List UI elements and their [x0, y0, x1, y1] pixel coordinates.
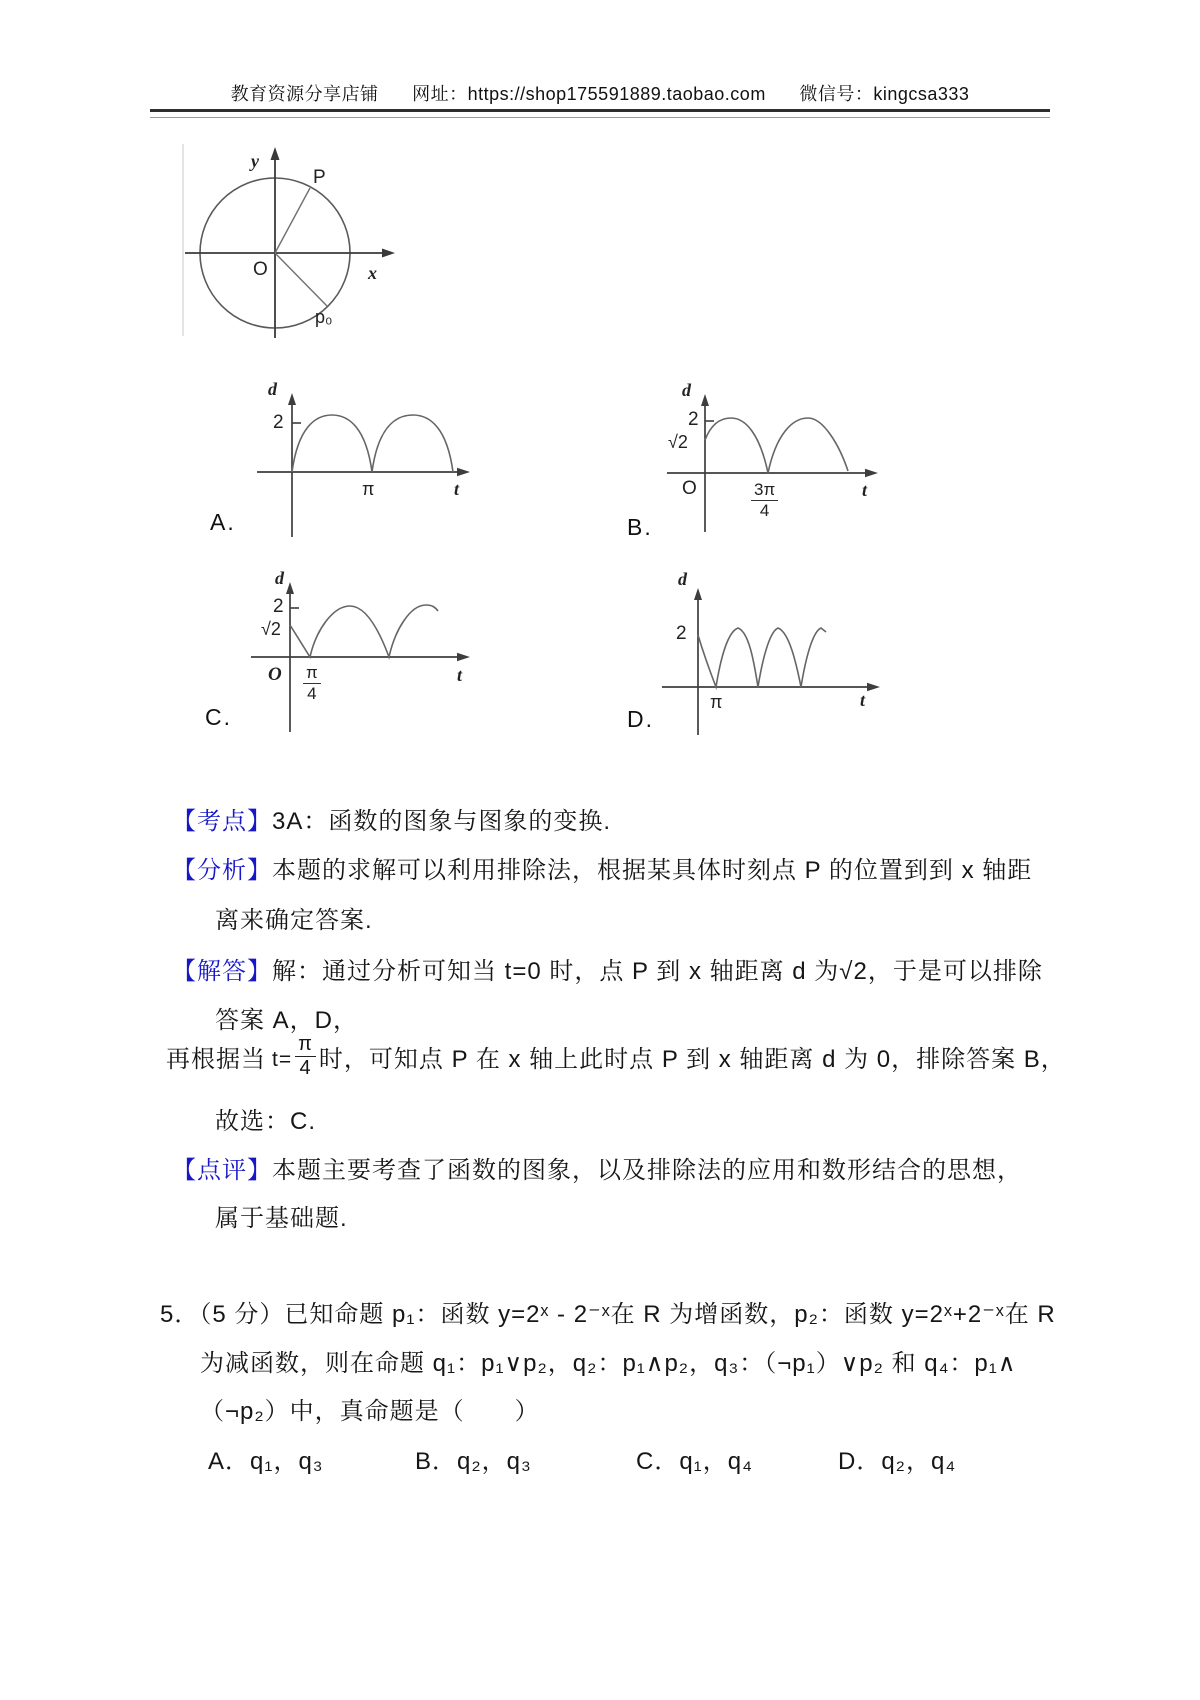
header-wechat-id: 微信号：kingcsa333: [799, 84, 970, 104]
graph-b-curve: [705, 418, 848, 473]
graph-c-tick-2: 2: [273, 596, 284, 617]
graph-d-tick-pi: π: [710, 692, 723, 712]
fenxi-text-2: 离来确定答案.: [215, 907, 373, 934]
graph-c-origin-label: O: [268, 664, 282, 685]
fenxi-text-1: 本题的求解可以利用排除法，根据某具体时刻点 P 的位置到到 x 轴距: [272, 857, 1033, 884]
option-c-tag: C.: [205, 704, 232, 730]
question5-text-2: 为减函数，则在命题 q₁：p₁∨p₂，q₂：p₁∧p₂，q₃：（¬p₁）∨p₂ 和 q₄：p₁∧: [200, 1350, 1017, 1377]
jieda-text-2: 答案 A，D，: [215, 1007, 359, 1034]
question5-option-a: A．q₁，q₃: [208, 1448, 324, 1475]
graph-b-tick-sqrt2: √2: [668, 432, 688, 452]
header-site-url: 网址：https://shop175591889.taobao.com: [412, 84, 766, 104]
graph-c-t-label: t: [457, 665, 463, 685]
question5-line-1: [160, 1294, 1056, 1329]
question5-text-3: （¬p₂）中，真命题是（ ）: [200, 1398, 540, 1425]
option-graph-d: [612, 550, 897, 740]
dianping-line-1: [172, 1150, 1022, 1185]
unit-circle-figure: [165, 140, 405, 340]
graph-d-plot: [612, 550, 897, 740]
graph-d-t-label: t: [860, 690, 866, 710]
graph-c-tick-pi4: π 4: [303, 664, 321, 703]
question5-line-3: [200, 1391, 540, 1426]
jieda-answer: 故选：C.: [215, 1108, 316, 1135]
graph-b-d-label: d: [682, 380, 691, 400]
graph-a-tick-pi: π: [362, 479, 375, 499]
header-divider: [150, 109, 1050, 118]
graph-a-d-label: d: [268, 379, 277, 399]
page-header: [0, 80, 1200, 106]
jieda-text-3-post: 时，可知点 P 在 x 轴上此时点 P 到 x 轴距离 d 为 0，排除答案 B，: [318, 1045, 1066, 1073]
radius-to-p: [275, 188, 310, 253]
jieda-label: 【解答】: [172, 958, 272, 985]
dianping-label: 【点评】: [172, 1157, 272, 1184]
option-graph-b: [612, 347, 897, 537]
kaodian-label: 【考点】: [172, 808, 272, 835]
dianping-line-2: [215, 1198, 348, 1233]
graph-a-tick-2: 2: [273, 412, 284, 433]
graph-a-curve: [292, 415, 453, 472]
graph-c-plot: [233, 542, 483, 737]
graph-b-origin-label: O: [682, 478, 697, 499]
point-p0-label: p₀: [315, 307, 333, 327]
graph-b-tick-2: 2: [688, 409, 699, 430]
graph-b-t-label: t: [862, 480, 868, 500]
jieda-line-4: [215, 1101, 316, 1136]
jieda-frac-pi4: $\frac{\pi}{4}$: [295, 1034, 316, 1079]
question5-option-c: C．q₁，q₄: [636, 1448, 753, 1475]
jieda-text-1: 解：通过分析可知当 t=0 时，点 P 到 x 轴距离 d 为√2，于是可以排除: [272, 958, 1043, 985]
graph-c-d-label: d: [275, 568, 284, 588]
graph-a-t-label: t: [454, 479, 460, 499]
jieda-line-1: [172, 951, 1043, 986]
fenxi-line-2: [215, 900, 373, 935]
option-b-tag: B.: [627, 514, 653, 540]
radius-to-p0: [275, 253, 327, 306]
jieda-t-equals: t=: [272, 1048, 293, 1071]
kaodian-line: [172, 801, 611, 836]
origin-label: O: [253, 259, 268, 280]
dianping-text-1: 本题主要考查了函数的图象，以及排除法的应用和数形结合的思想，: [272, 1157, 1022, 1184]
kaodian-text: 3A：函数的图象与图象的变换.: [272, 808, 612, 835]
graph-c-curve: [290, 605, 438, 657]
graph-d-curve: [698, 628, 826, 687]
x-axis-label: x: [368, 263, 377, 283]
graph-c-tick-sqrt2: √2: [261, 619, 281, 639]
graph-b-tick-3pi4: 3π 4: [751, 481, 778, 520]
question5-text-1: 5．（5 分）已知命题 p₁：函数 y=2ˣ - 2⁻ˣ在 R 为增函数，p₂：函数 y=2ˣ+2⁻ˣ在 R: [160, 1301, 1056, 1328]
header-shop-name: 教育资源分享店铺: [230, 84, 379, 104]
question5-option-d: D．q₂，q₄: [838, 1448, 957, 1475]
option-graph-a: [235, 352, 485, 542]
option-graph-c: [233, 542, 483, 737]
dianping-text-2: 属于基础题.: [215, 1205, 348, 1232]
unit-circle-plot: [165, 140, 405, 340]
jieda-text-3-pre: 再根据当: [166, 1045, 266, 1073]
graph-d-d-label: d: [678, 569, 687, 589]
question5-line-2: [200, 1343, 1016, 1378]
option-d-tag: D.: [627, 706, 654, 732]
option-a-tag: A.: [210, 509, 236, 535]
y-axis-label: y: [251, 151, 259, 171]
graph-d-tick-2: 2: [676, 623, 687, 644]
fenxi-label: 【分析】: [172, 857, 272, 884]
point-p-label: P: [313, 167, 326, 188]
jieda-line-3: [166, 1028, 1066, 1084]
fenxi-line-1: [172, 850, 1032, 885]
question5-option-b: B．q₂，q₃: [415, 1448, 532, 1475]
